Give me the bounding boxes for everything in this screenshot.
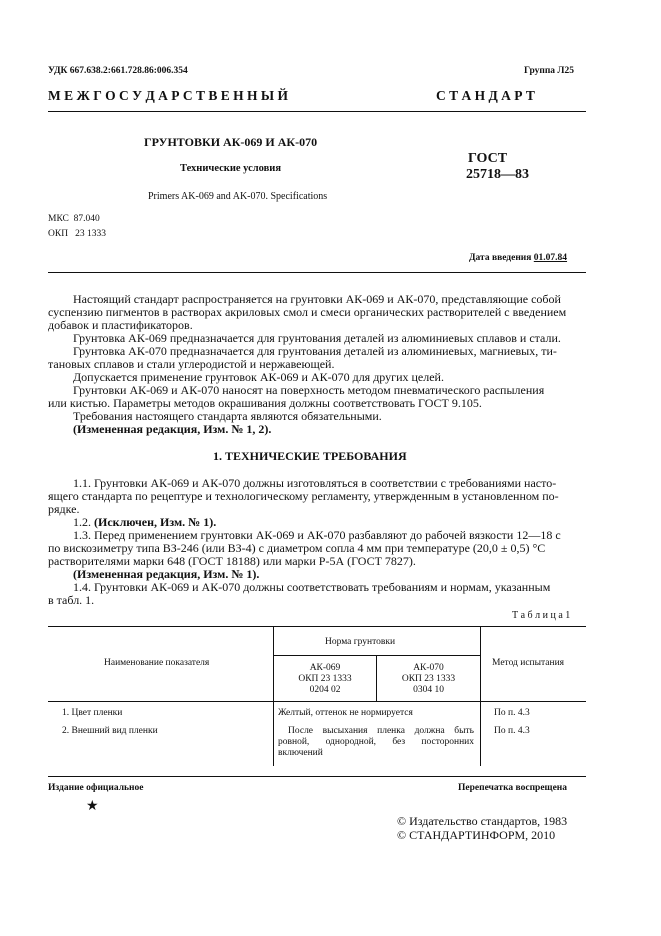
intro-p5-line2: или кистью. Параметры методов окрашивания должны соответствовать ГОСТ 9.105. xyxy=(48,396,482,410)
intro-date-label: Дата введения xyxy=(469,253,532,263)
table-subheader-ak069 xyxy=(274,663,376,696)
intro-p1-line3: добавок и пластификаторов. xyxy=(48,318,193,332)
row-2-norm-line3: включений xyxy=(278,748,323,758)
intro-p6: Требования настоящего стандарта являются обязательными. xyxy=(73,409,382,423)
clause-1-1-line1: 1.1. Грунтовки АК-069 и АК-070 должны изготовляться в соответствии с требованиями насто- xyxy=(73,476,557,490)
table-header-rule xyxy=(48,701,586,702)
gost-number: 25718—83 xyxy=(466,167,529,182)
ak070-label: АК-070 xyxy=(413,663,444,673)
english-title: Primers AK-069 and AK-070. Specifications xyxy=(148,191,328,202)
group-code: Группа Л25 xyxy=(524,66,575,76)
clause-1-1-line2: ящего стандарта по рецептуре и технологическому регламенту, утвержденным в установленном по- xyxy=(48,489,559,503)
banner-right: С Т А Н Д А Р Т xyxy=(436,88,535,103)
intro-date-value: 01.07.84 xyxy=(533,253,568,263)
clause-1-3-line2: по вискозиметру типа ВЗ-246 (или ВЗ-4) с диаметром сопла 4 мм при температуре (20,0 ± 0,5) °С xyxy=(48,541,546,555)
ak069-okp: ОКП 23 1333 xyxy=(298,674,352,684)
clause-1-3-line1: 1.3. Перед применением грунтовки АК-069 и АК-070 разбавляют до рабочей вязкости 12—18 с xyxy=(73,528,561,542)
ak070-code: 0304 10 xyxy=(413,685,444,695)
mks-code: МКС 87.040 xyxy=(48,214,100,224)
official-edition: Издание официальное xyxy=(48,783,144,793)
clause-1-3-note: (Измененная редакция, Изм. № 1). xyxy=(73,567,260,581)
table-vline-3 xyxy=(480,626,481,766)
intro-p7: (Измененная редакция, Изм. № 1, 2). xyxy=(73,422,272,436)
clause-1-2-number: 1.2. xyxy=(73,515,91,529)
table-vline-1 xyxy=(273,626,274,766)
ak070-okp: ОКП 23 1333 xyxy=(401,674,456,684)
intro-p2: Грунтовка АК-069 предназначается для грунтования деталей из алюминиевых сплавов и стали. xyxy=(73,331,561,345)
clause-1-4-line1: 1.4. Грунтовки АК-069 и АК-070 должны соответствовать требованиям и нормам, указанным xyxy=(73,580,551,594)
clause-1-2-text: (Исключен, Изм. № 1). xyxy=(94,515,217,529)
table-subheader-ak070 xyxy=(377,663,480,696)
gost-label: ГОСТ xyxy=(468,151,508,166)
okp-code: ОКП 23 1333 xyxy=(48,229,107,239)
table-caption: Т а б л и ц а 1 xyxy=(512,610,571,621)
table-header-name: Наименование показателя xyxy=(104,658,210,668)
intro-p4: Допускается применение грунтовок АК-069 и АК-070 для других целей. xyxy=(73,370,444,384)
section-1-heading: 1. ТЕХНИЧЕСКИЕ ТРЕБОВАНИЯ xyxy=(213,449,407,463)
table-row-2-method: По п. 4.3 xyxy=(494,726,530,736)
intro-p1-line2: суспензию пигментов в растворах акриловых смол и смеси органических растворителей с введением xyxy=(48,305,567,319)
udk-code: УДК 667.638.2:661.728.86:006.354 xyxy=(48,66,188,76)
ak069-code: 0204 02 xyxy=(309,685,341,695)
intro-p3-line2: тановых сплавов и стали углеродистой и нержавеющей. xyxy=(48,357,335,371)
star-icon: ★ xyxy=(86,799,99,814)
copyright-2010: © СТАНДАРТИНФОРМ, 2010 xyxy=(397,828,556,842)
intro-date xyxy=(469,253,567,263)
intro-p3-line1: Грунтовка АК-070 предназначается для грунтования деталей из алюминиевых, магниевых, ти- xyxy=(73,344,557,358)
table-row-1-name: 1. Цвет пленки xyxy=(62,708,123,718)
date-rule xyxy=(48,272,586,273)
table-header-method: Метод испытания xyxy=(492,658,565,668)
ak069-label: АК-069 xyxy=(309,663,341,673)
clause-1-4-line2: в табл. 1. xyxy=(48,593,95,607)
reprint-notice: Перепечатка воспрещена xyxy=(458,783,568,793)
row-2-norm-line1: После высыхания пленка должна быть xyxy=(288,726,474,736)
footer-rule xyxy=(48,776,586,777)
header-rule xyxy=(48,111,586,112)
document-subtitle: Технические условия xyxy=(180,163,282,174)
table-row-2-norm xyxy=(278,726,474,759)
copyright-1983: © Издательство стандартов, 1983 xyxy=(397,814,568,828)
table-top-rule xyxy=(48,626,586,627)
document-title: ГРУНТОВКИ АК-069 И АК-070 xyxy=(144,135,318,149)
table-row-1-method: По п. 4.3 xyxy=(494,708,530,718)
row-2-norm-line2: ровной, однородной, без посторонних xyxy=(278,737,474,747)
table-row-1-norm: Желтый, оттенок не нормируется xyxy=(278,708,413,718)
intro-p1-line1: Настоящий стандарт распространяется на грунтовки АК-069 и АК-070, представляющие собой xyxy=(73,292,561,306)
clause-1-1-line3: рядке. xyxy=(48,502,80,516)
intro-p5-line1: Грунтовки АК-069 и АК-070 наносят на поверхность методом пневматического распыления xyxy=(73,383,545,397)
table-header-norm: Норма грунтовки xyxy=(325,637,396,647)
clause-1-3-line3: растворителями марки 648 (ГОСТ 18188) или марки Р-5А (ГОСТ 7827). xyxy=(48,554,416,568)
banner-left: М Е Ж Г О С У Д А Р С Т В Е Н Н Ы Й xyxy=(48,88,289,103)
table-row-2-name: 2. Внешний вид пленки xyxy=(62,726,158,736)
